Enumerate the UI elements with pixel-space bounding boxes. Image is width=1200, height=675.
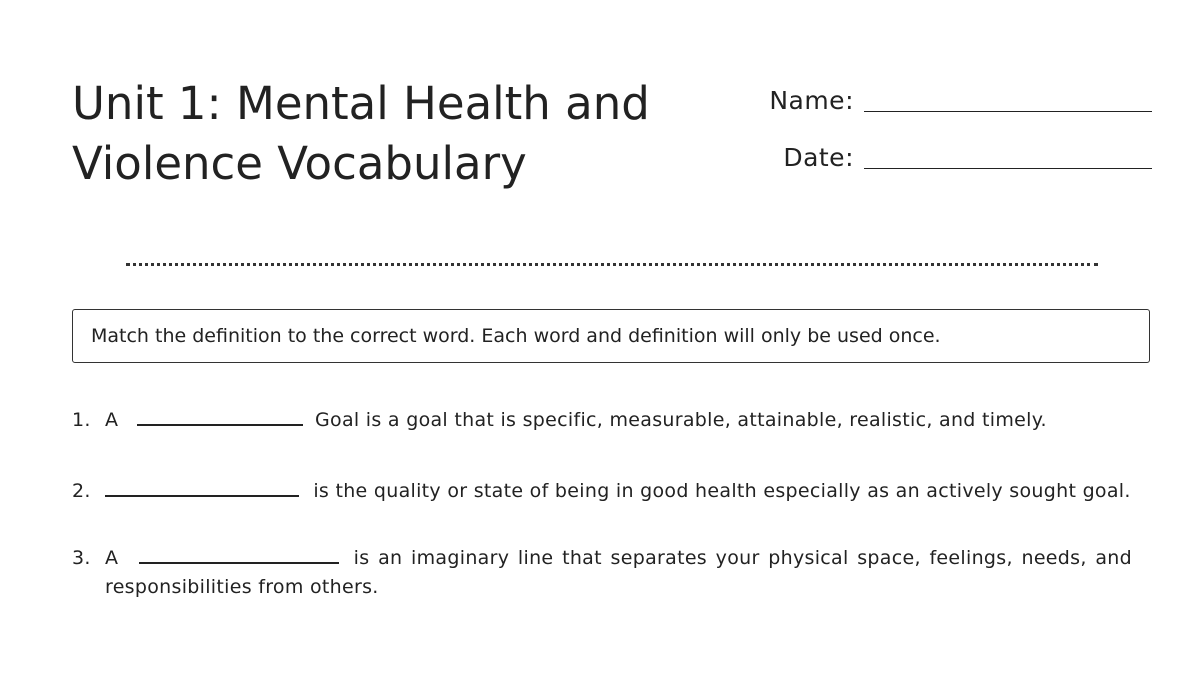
name-row: [700, 78, 1152, 118]
date-row: [700, 135, 1152, 175]
question-list: [72, 406, 1132, 602]
question-suffix: is the quality or state of being in good health especially as an actively sought goal.: [313, 480, 1131, 502]
name-field[interactable]: [864, 83, 1152, 112]
question-1: [72, 406, 1132, 435]
worksheet-title: [72, 74, 712, 194]
question-number: 1.: [72, 409, 91, 431]
question-2: [72, 477, 1132, 506]
question-text: [105, 544, 1132, 602]
question-suffix: is an imaginary line that separates your physical space, feelings, needs, and responsibilities from others.: [105, 547, 1133, 598]
title-line-1: Unit 1: Mental Health and: [72, 77, 650, 130]
answer-blank-1[interactable]: [137, 406, 303, 426]
instructions-box: [72, 309, 1150, 363]
answer-blank-2[interactable]: [105, 477, 299, 497]
question-number: 3.: [72, 547, 91, 569]
title-line-2: Violence Vocabulary: [72, 137, 527, 190]
answer-blank-3[interactable]: [139, 544, 339, 564]
date-label: Date:: [783, 143, 854, 172]
question-text: [105, 477, 1132, 506]
name-label: Name:: [769, 86, 854, 115]
question-3: [72, 544, 1132, 602]
question-number: 2.: [72, 480, 91, 502]
question-suffix: Goal is a goal that is specific, measurable, attainable, realistic, and timely.: [315, 409, 1047, 431]
question-text: [105, 406, 1132, 435]
student-info-fields: [700, 78, 1152, 192]
dotted-divider: [126, 263, 1098, 266]
question-prefix: A: [105, 409, 119, 431]
date-field[interactable]: [864, 140, 1152, 169]
instructions-text: Match the definition to the correct word. Each word and definition will only be used once.: [91, 325, 941, 347]
question-prefix: A: [105, 547, 119, 569]
